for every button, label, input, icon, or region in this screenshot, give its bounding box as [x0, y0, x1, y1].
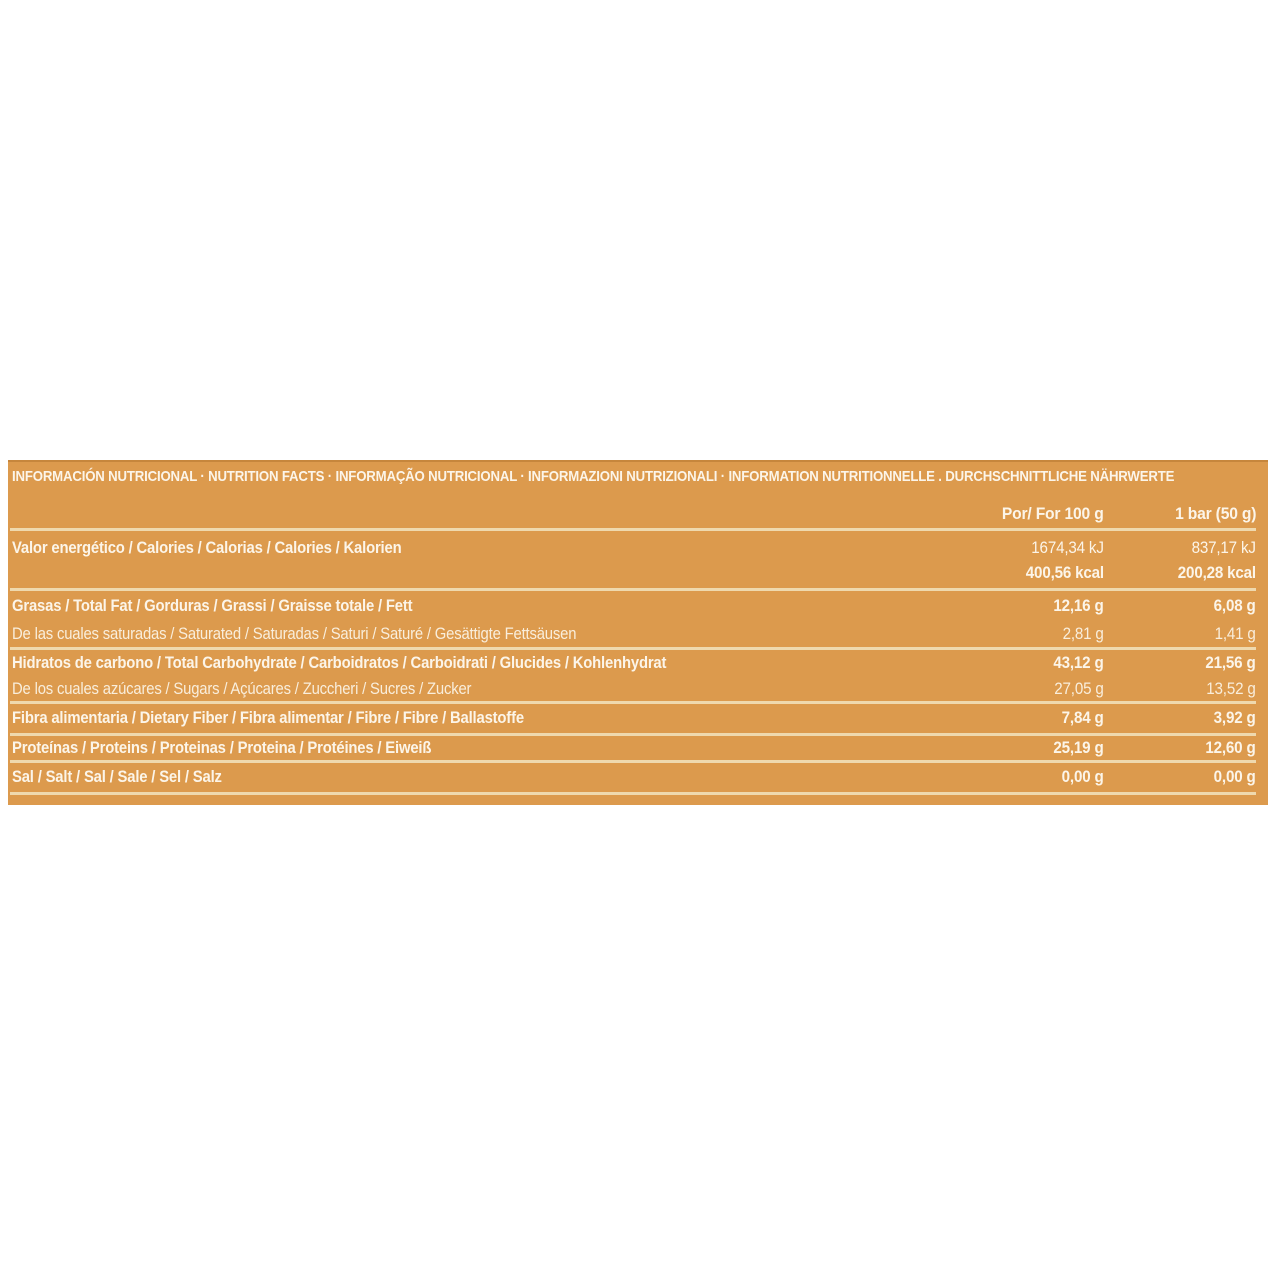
- fiber-label: Fibra alimentaria / Dietary Fiber / Fibra alimentar / Fibre / Fibre / Ballastoffe: [12, 709, 524, 727]
- energy-kj-100: 1674,34 kJ: [1031, 539, 1104, 557]
- energy-kcal-bar: 200,28 kcal: [1177, 564, 1256, 582]
- column-header-per-bar: 1 bar (50 g): [1174, 504, 1256, 523]
- nutrition-row-fiber: [10, 704, 1256, 736]
- nutrition-panel-title-text: INFORMACIÓN NUTRICIONAL · NUTRITION FACTS · INFORMAÇÃO NUTRICIONAL · INFORMAZIONI NUTRIZIONALI · INFORMATION NUTRITIONNELLE . DURCHSCHNITTLICHE NÄHRWERTE: [12, 468, 1175, 485]
- fat-per-bar: 6,08 g: [1214, 597, 1256, 615]
- energy-label: Valor energético / Calories / Calorias / Calories / Kalorien: [12, 539, 402, 557]
- nutrition-row-fat: [10, 591, 1256, 622]
- fiber-per-100g: 7,84 g: [1062, 709, 1104, 727]
- carbohydrate-per-100g: 43,12 g: [1053, 654, 1104, 672]
- sugars-per-100g: 27,05 g: [1054, 679, 1104, 698]
- energy-values-per-bar: [1104, 531, 1256, 586]
- nutrition-row-salt: [10, 763, 1256, 795]
- sugars-per-bar: 13,52 g: [1206, 679, 1256, 698]
- fat-per-100g: 12,16 g: [1053, 597, 1104, 615]
- nutrition-panel: [8, 460, 1268, 805]
- saturated-fat-label: De las cuales saturadas / Saturated / Saturadas / Saturi / Saturé / Gesättigte Fettsäusen: [12, 625, 577, 643]
- protein-label: Proteínas / Proteins / Proteinas / Proteina / Protéines / Eiweiß: [12, 738, 432, 757]
- column-header-row: [10, 500, 1256, 531]
- protein-per-bar: 12,60 g: [1205, 738, 1256, 757]
- column-header-per-100g: Por/ For 100 g: [1002, 504, 1104, 523]
- nutrition-row-protein: [10, 736, 1256, 763]
- carbohydrate-per-bar: 21,56 g: [1205, 654, 1256, 672]
- energy-values-per-100g: [944, 531, 1104, 586]
- energy-kj-bar: 837,17 kJ: [1191, 539, 1256, 557]
- saturated-fat-per-100g: 2,81 g: [1062, 625, 1104, 643]
- salt-label: Sal / Salt / Sal / Sale / Sel / Salz: [12, 768, 222, 786]
- energy-kcal-100: 400,56 kcal: [1025, 564, 1104, 582]
- fat-label: Grasas / Total Fat / Gorduras / Grassi / Graisse totale / Fett: [12, 597, 413, 615]
- nutrition-row-energy: [10, 531, 1256, 591]
- nutrition-row-saturated-fat: [10, 622, 1256, 650]
- nutrition-row-sugars: [10, 677, 1256, 704]
- nutrition-panel-title: [8, 460, 1268, 500]
- nutrition-table: [10, 500, 1256, 795]
- salt-per-100g: 0,00 g: [1062, 768, 1104, 786]
- nutrition-row-carbohydrate: [10, 650, 1256, 677]
- carbohydrate-label: Hidratos de carbono / Total Carbohydrate / Carboidratos / Carboidrati / Glucides / Kohlenhydrat: [12, 654, 667, 672]
- saturated-fat-per-bar: 1,41 g: [1214, 625, 1256, 643]
- sugars-label: De los cuales azúcares / Sugars / Açúcares / Zuccheri / Sucres / Zucker: [12, 679, 472, 698]
- salt-per-bar: 0,00 g: [1214, 768, 1256, 786]
- fiber-per-bar: 3,92 g: [1214, 709, 1256, 727]
- protein-per-100g: 25,19 g: [1053, 738, 1104, 757]
